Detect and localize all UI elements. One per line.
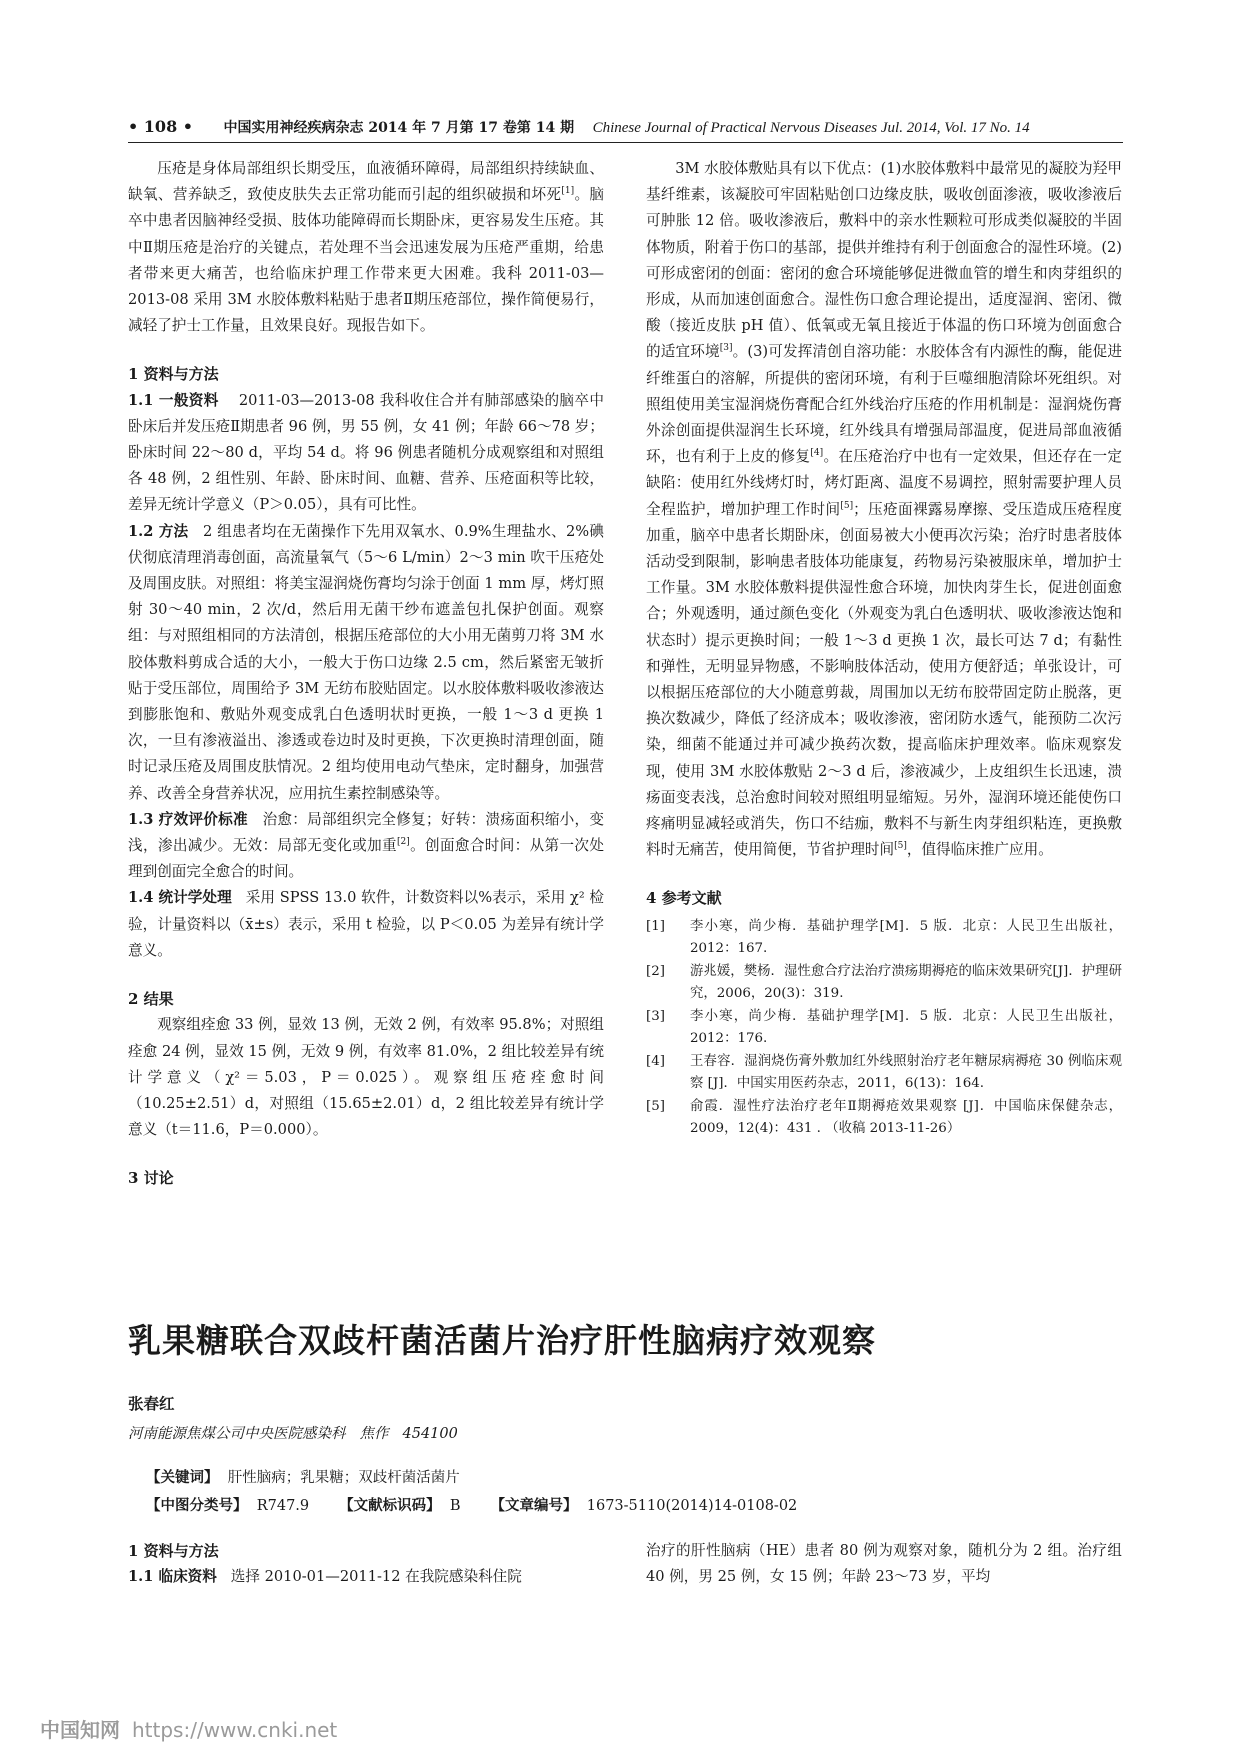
citation-ref: [2]	[396, 837, 410, 848]
section-title-results: 2 结果	[128, 990, 174, 1009]
section-title-methods: 1 资料与方法	[128, 365, 219, 384]
doc-code-value: B	[449, 1498, 461, 1514]
reference-number: [1]	[646, 918, 665, 934]
subsection-method	[128, 519, 604, 807]
reference-item	[646, 961, 1122, 1006]
subsection-heading: 1.1 临床资料	[128, 1568, 217, 1586]
reference-number: [4]	[646, 1053, 665, 1069]
reference-item	[646, 1051, 1122, 1096]
article-no-value: 1673-5110(2014)14-0108-02	[586, 1498, 798, 1514]
discussion-text-e: ，值得临床推广应用。	[906, 841, 1053, 859]
subsection-general-data	[128, 388, 604, 519]
article-no-label: 【文章编号】	[490, 1497, 578, 1514]
journal-title-en: Chinese Journal of Practical Nervous Diseases Jul. 2014, Vol. 17 No. 14	[592, 120, 1030, 136]
article2-classification	[146, 1494, 797, 1515]
citation-ref: [5]	[840, 500, 854, 511]
doc-code-label: 【文献标识码】	[339, 1497, 441, 1514]
article2-section-title: 1 资料与方法	[128, 1542, 219, 1560]
discussion-text-d: ；压疮面裸露易摩擦、受压造成压疮程度加重，脑卒中患者长期卧床，创面易被大小便再次污染；治疗时患者肢体活动受到限制，影响患者肢体功能康复，药物易污染被服床单，增加护士工作量。3M 水胶体敷料提供湿性愈合环境，加快肉芽生长，促进创面愈合；外观透明，通过颜色变化（外观变为乳白色透明状、吸收渗液达饱和状态时）提示更换时间；一般 1～3 d 更换 1 次，最长可达 7 d；有黏性和弹性，无明显异物感，不影响肢体活动，使用方便舒适；单张设计，可以根据压疮部位的大小随意剪裁，周围加以无纺布胶带固定防止脱落，更换次数减少，降低了经济成本；吸收渗液，密闭防水透气，能预防二次污染，细菌不能通过并可减少换药次数，提高临床护理效率。临床观察发现，使用 3M 水胶体敷贴 2～3 d 后，渗液减少，上皮组织生长迅速，溃疡面变表浅，总治愈时间较对照组明显缩短。另外，湿润环境还能使伤口疼痛明显减轻或消失，伤口不结痂，敷料不与新生肉芽组织粘连，更换敷料时无痛苦，使用简便，节省护理时间	[646, 500, 1122, 859]
article1-right-column	[646, 156, 1122, 1141]
reference-number: [2]	[646, 963, 665, 979]
subsection-criteria	[128, 807, 604, 886]
reference-text: 李小寒，尚少梅．基础护理学[M]．5 版．北京：人民卫生出版社，2012：167.	[690, 918, 1122, 957]
discussion-text-a: 3M 水胶体敷贴具有以下优点：(1)水胶体敷料中最常见的凝胶为羟甲基纤维素，该凝胶可牢固粘贴创口边缘皮肤，吸收创面渗液，吸收渗液后可肿胀 12 倍。吸收渗液后，敷料中的亲水性颗粒可形成类似凝胶的半固体物质，附着于伤口的基部，提供并维持有利于创面愈合的湿性环境。(2)可形成密闭的创面：密闭的愈合环境能够促进微血管的增生和肉芽组织的形成，从而加速创面愈合。湿性伤口愈合理论提出，适度湿润、密闭、微酸（接近皮肤 pH 值）、低氧或无氧且接近于体温的伤口环境为创面愈合的适宜环境	[646, 160, 1122, 361]
discussion-paragraph	[646, 156, 1122, 863]
citation-ref: [1]	[561, 186, 575, 197]
cnki-watermark	[40, 1714, 337, 1743]
article2-right-column	[646, 1538, 1122, 1590]
citation-ref: [3]	[719, 343, 733, 354]
reference-text: 游兆媛，樊杨．湿性愈合疗法治疗溃疡期褥疮的临床效果研究[J]．护理研究，2006，20(3)：319.	[690, 963, 1122, 1002]
reference-text: 王春容．湿润烧伤膏外敷加红外线照射治疗老年糖尿病褥疮 30 例临床观察 [J]．中国实用医药杂志，2011，6(13)：164.	[690, 1053, 1122, 1092]
affiliation-name: 河南能源焦煤公司中央医院感染科	[128, 1426, 346, 1442]
subsection-heading: 1.2 方法	[128, 522, 189, 540]
subsection-text: 选择 2010-01—2011-12 在我院感染科住院	[230, 1568, 522, 1586]
affiliation-city: 焦作	[359, 1426, 389, 1442]
reference-text: 俞霞．湿性疗法治疗老年Ⅱ期褥疮效果观察 [J]．中国临床保健杂志，2009，12(4)：431 . （收稿 2013-11-26）	[690, 1098, 1122, 1137]
reference-item	[646, 916, 1122, 961]
article2-left-column	[128, 1538, 604, 1590]
subsection-text-b: 。创面愈合时间：从第一次处理到创面完全愈合的时间。	[128, 837, 604, 881]
keywords-text: 肝性脑病；乳果糖；双歧杆菌活菌片	[227, 1470, 460, 1486]
article2-keywords	[146, 1466, 460, 1487]
discussion-text-c: 。在压疮治疗中也有一定效果，但还存在一定缺陷：使用红外线烤灯时，烤灯距离、温度不易调控，照射需要护理人员全程监护，增加护理工作时间	[646, 448, 1122, 518]
reference-item	[646, 1006, 1122, 1051]
subsection-heading: 1.3 疗效评价标准	[128, 810, 248, 828]
reference-text: 李小寒，尚少梅．基础护理学[M]．5 版．北京：人民卫生出版社，2012：176.	[690, 1008, 1122, 1047]
watermark-url: https://www.cnki.net	[132, 1718, 338, 1742]
discussion-text-b: 。(3)可发挥清创自溶功能：水胶体含有内源性的酶，能促进纤维蛋白的溶解，所提供的密闭环境，有利于巨噬细胞清除坏死组织。对照组使用美宝湿润烧伤膏配合红外线治疗压疮的作用机制是：湿润烧伤膏外涂创面提供湿润生长环境，红外线具有增强局部温度，促进局部血液循环，也有利于上皮的修复	[646, 343, 1122, 466]
reference-number: [5]	[646, 1098, 665, 1114]
intro-text-b: 。脑卒中患者因脑神经受损、肢体功能障碍而长期卧床，更容易发生压疮。其中Ⅱ期压疮是治疗的关键点，若处理不当会迅速发展为压疮严重期，给患者带来更大痛苦，也给临床护理工作带来更大困难。我科 2011-03—2013-08 采用 3M 水胶体敷料粘贴于患者Ⅱ期压疮部位，操作简便易行，减轻了护士工作量，且效果良好。现报告如下。	[128, 186, 604, 335]
article2-subsection	[128, 1564, 604, 1590]
keywords-label: 【关键词】	[146, 1469, 219, 1486]
journal-title-cn: 中国实用神经疾病杂志 2014 年 7 月第 17 卷第 14 期	[223, 120, 575, 136]
citation-ref: [4]	[810, 448, 824, 459]
affiliation-postcode: 454100	[402, 1426, 458, 1442]
article2-author: 张春红	[128, 1394, 175, 1413]
section-title-references: 4 参考文献	[646, 889, 722, 908]
results-paragraph: 观察组痊愈 33 例，显效 13 例，无效 2 例，有效率 95.8%；对照组痊愈 24 例，显效 15 例，无效 9 例，有效率 81.0%，2 组比较差异有统计学意义（χ²＝5.03，P＝0.025）。观察组压疮痊愈时间（10.25±2.51）d，对照组（15.65±2.01）d，2 组比较差异有统计学意义（t＝11.6，P＝0.000）。	[128, 1016, 604, 1139]
watermark-brand: 中国知网	[40, 1718, 120, 1742]
reference-item	[646, 1096, 1122, 1141]
subsection-text: 2011-03—2013-08 我科收住合并有肺部感染的脑卒中卧床后并发压疮Ⅱ期患者 96 例，男 55 例，女 41 例；年龄 66～78 岁；卧床时间 22～80 d，平均 54 d。将 96 例患者随机分成观察组和对照组各 48 例，2 组性别、年龄、卧床时间、血糖、营养、压疮面积等比较，差异无统计学意义（P＞0.05），具有可比性。	[128, 391, 604, 514]
reference-number: [3]	[646, 1008, 665, 1024]
section-title-discussion: 3 讨论	[128, 1169, 174, 1188]
subsection-text: 采用 SPSS 13.0 软件，计数资料以%表示，采用 χ² 检验，计量资料以（x̄±s）表示，采用 t 检验，以 P＜0.05 为差异有统计学意义。	[128, 889, 604, 959]
article2-affiliation	[128, 1422, 472, 1443]
intro-text-a: 压疮是身体局部组织长期受压，血液循环障碍，局部组织持续缺血、缺氧、营养缺乏，致使皮肤失去正常功能而引起的组织破损和坏死	[128, 160, 604, 204]
subsection-text: 2 组患者均在无菌操作下先用双氧水、0.9%生理盐水、2%碘伏彻底清理消毒创面，高流量氧气（5～6 L/min）2～3 min 吹干压疮处及周围皮肤。对照组：将美宝湿润烧伤膏均匀涂于创面 1 mm 厚，烤灯照射 30～40 min，2 次/d，然后用无菌干纱布遮盖包扎保护创面。观察组：与对照组相同的方法清创，根据压疮部位的大小用无菌剪刀将 3M 水胶体敷料剪成合适的大小，一般大于伤口边缘 2.5 cm，然后紧密无皱折贴于受压部位，周围给予 3M 无纺布胶贴固定。以水胶体敷料吸收渗液达到膨胀饱和、敷贴外观变成乳白色透明状时更换，一般 1～3 d 更换 1 次，一旦有渗液溢出、渗透或卷边时及时更换，下次更换时清理创面，随时记录压疮及周围皮肤情况。2 组均使用电动气垫床，定时翻身，加强营养、改善全身营养状况，应用抗生素控制感染等。	[128, 522, 604, 802]
citation-ref: [5]	[894, 841, 907, 852]
subsection-heading: 1.1 一般资料	[128, 391, 219, 409]
clc-value: R747.9	[256, 1498, 310, 1514]
page-number: • 108 •	[128, 117, 193, 136]
reference-list	[646, 916, 1122, 1141]
running-header	[128, 114, 1123, 143]
clc-label: 【中图分类号】	[146, 1497, 248, 1514]
subsection-heading: 1.4 统计学处理	[128, 889, 232, 907]
article1-left-column	[128, 156, 604, 1192]
intro-paragraph	[128, 156, 604, 339]
subsection-text: 治愈：局部组织完全修复；好转：溃疡面积缩小，变浅，渗出减少。无效：局部无变化或加重	[128, 810, 604, 855]
article2-continued-text: 治疗的肝性脑病（HE）患者 80 例为观察对象，随机分为 2 组。治疗组 40 例，男 25 例，女 15 例；年龄 23～73 岁，平均	[646, 1542, 1122, 1586]
subsection-statistics	[128, 885, 604, 964]
article2-title: 乳果糖联合双歧杆菌活菌片治疗肝性脑病疗效观察	[128, 1321, 876, 1360]
